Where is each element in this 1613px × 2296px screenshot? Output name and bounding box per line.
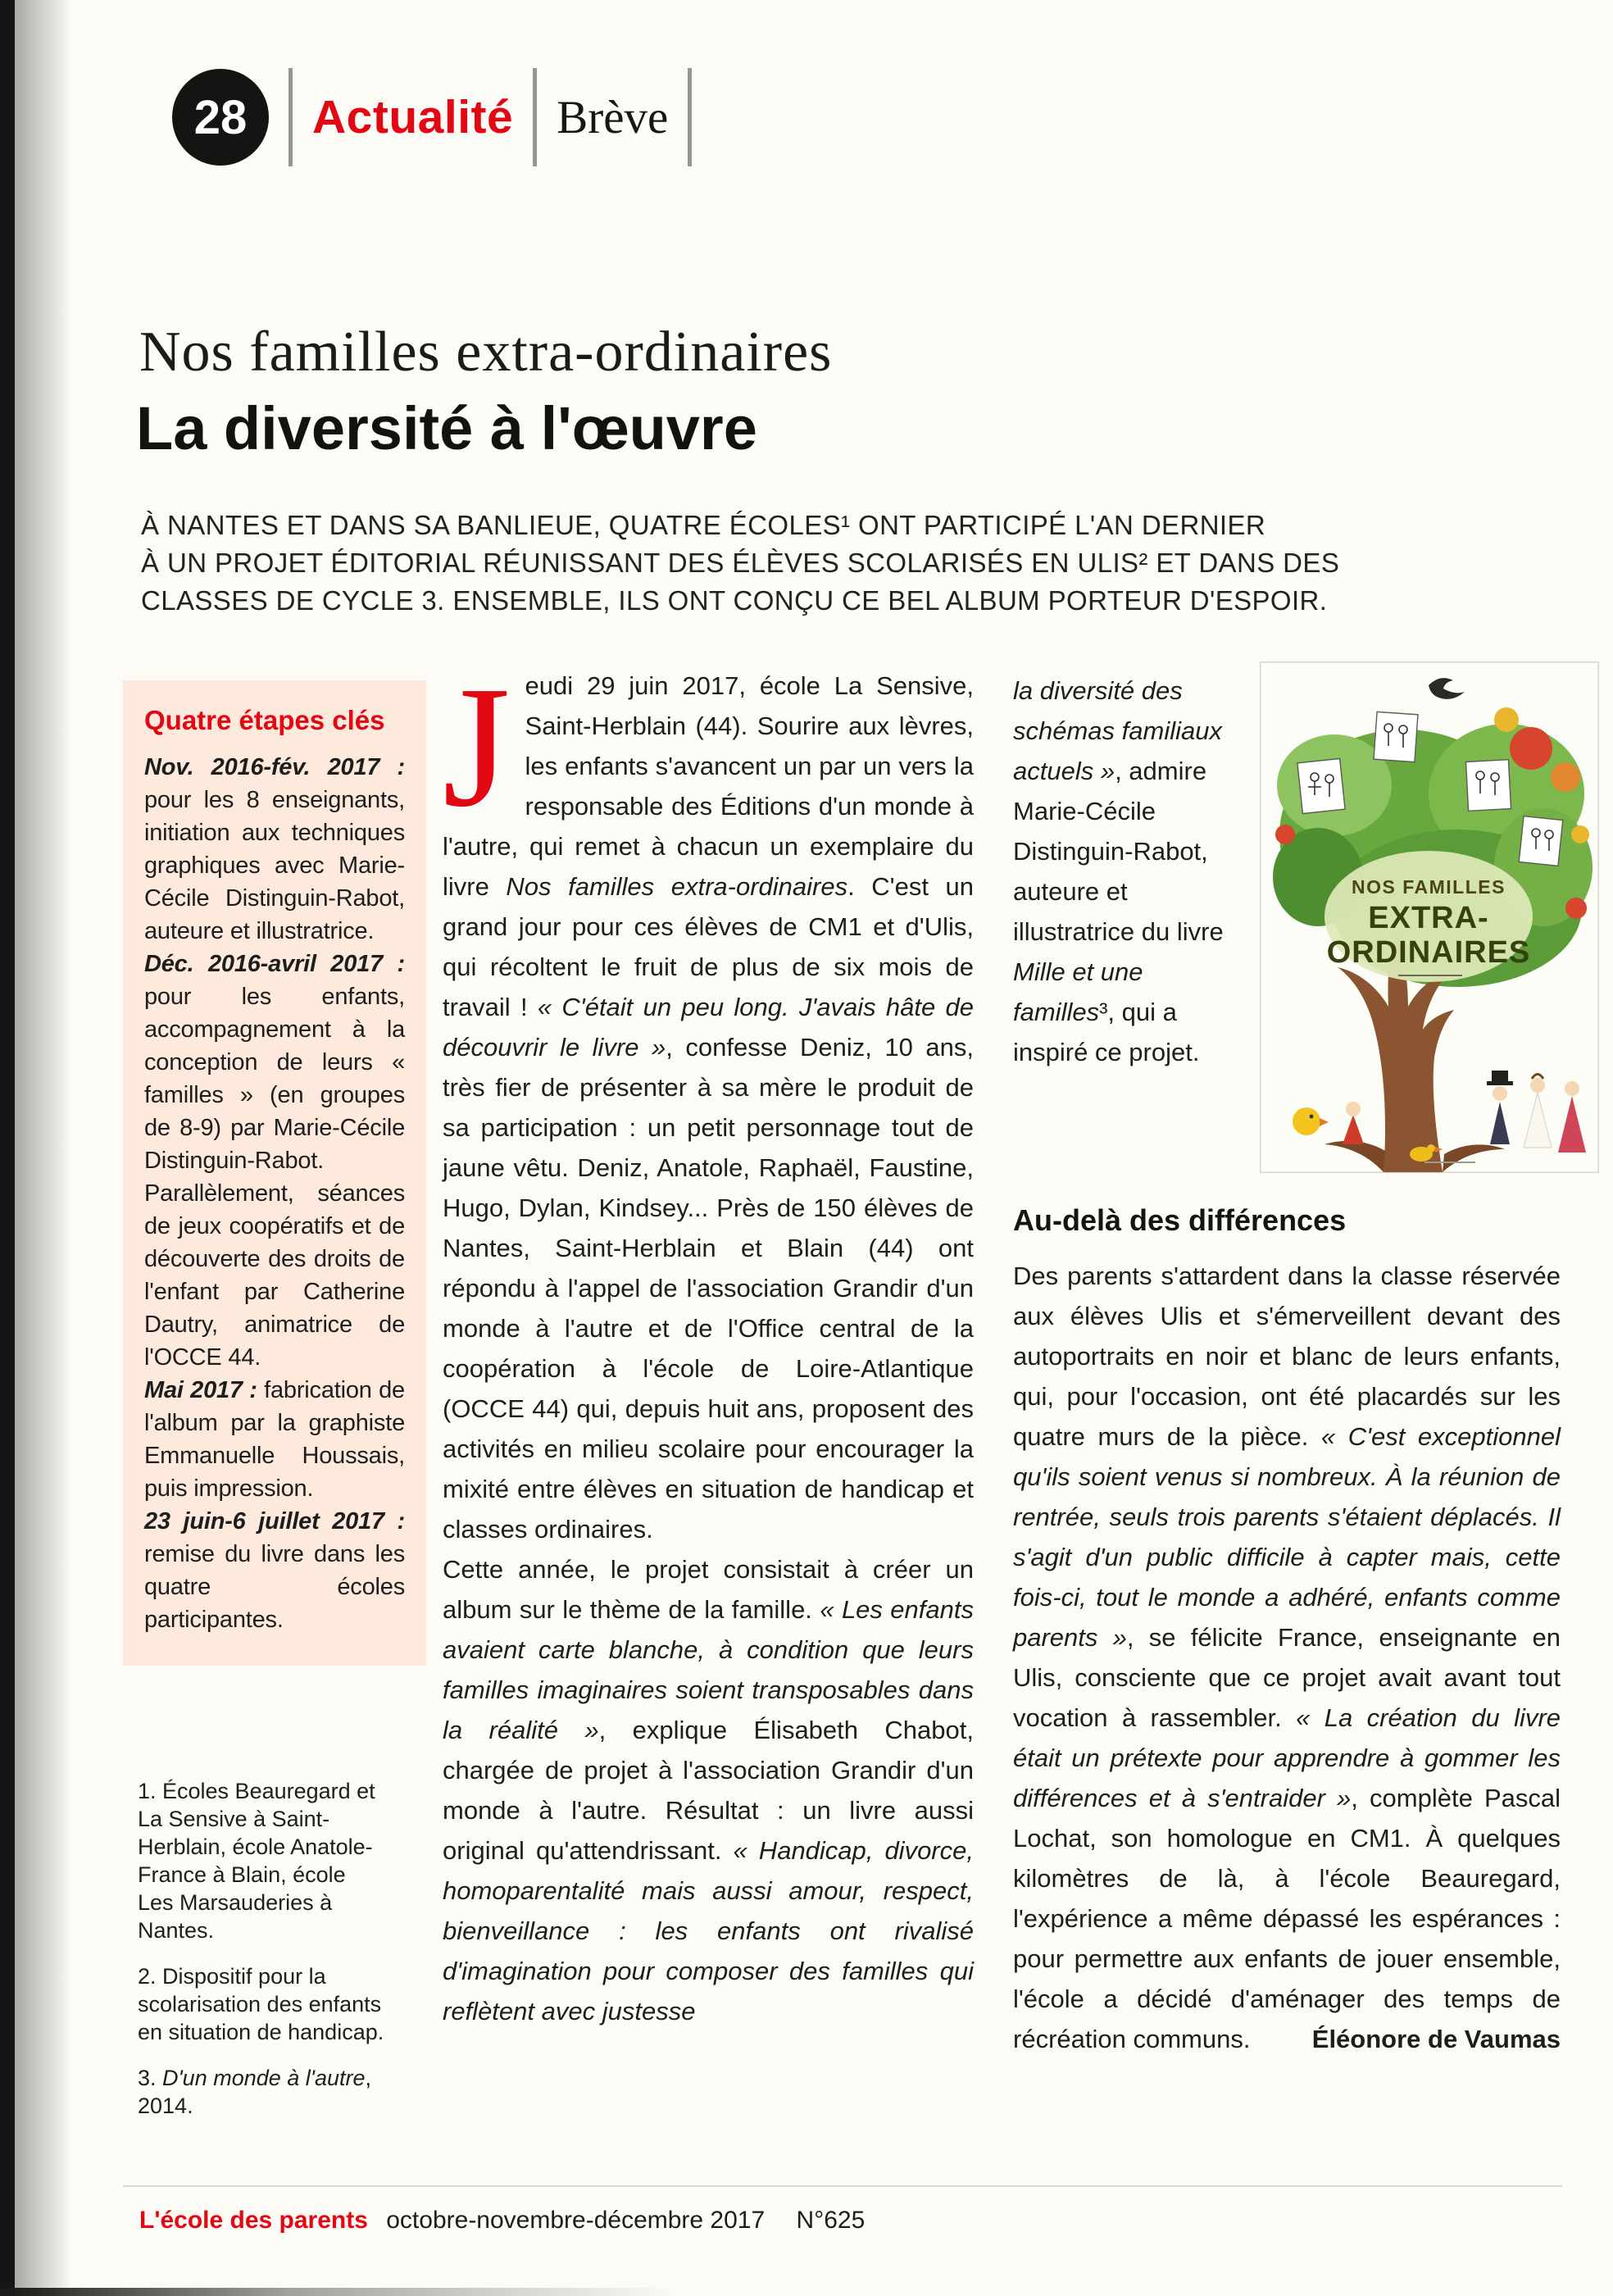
book-title-line1: NOS FAMILLES (1352, 876, 1506, 898)
issue-number: N°625 (796, 2207, 866, 2234)
section-heading: Au-delà des différences (1013, 1203, 1347, 1237)
header-divider (688, 68, 692, 166)
footnote: 1. Écoles Beauregard et La Sensive à Saint-Herblain, école Anatole-France à Blain, école Les Marsauderies à Nantes. (138, 1779, 375, 1943)
subsection-label: Brève (557, 91, 669, 143)
book-title-line3: ORDINAIRES (1326, 935, 1531, 970)
article-paragraph (443, 1549, 974, 2031)
drop-cap: J (443, 650, 511, 843)
article-column-left (443, 650, 975, 2031)
article-paragraph (1013, 1256, 1561, 2059)
issue-date: octobre-novembre-décembre 2017 (386, 2207, 766, 2234)
paragraph-text: la diversité des schémas familiaux actuels », admire Marie-Cécile Distinguin-Rabot, auteure et illustratrice du livre Mille et une familles³, qui a inspiré ce projet. (1013, 676, 1224, 1066)
article-standfirst (141, 507, 1562, 620)
page-header (172, 67, 711, 167)
footnote: 2. Dispositif pour la scolarisation des enfants en situation de handicap. (138, 1964, 384, 2044)
key-step-entry (144, 751, 405, 948)
key-step-text: pour les 8 enseignants, initiation aux techniques graphiques avec Marie-Cécile Distinguin-Rabot, auteure et illustratrice. (144, 787, 405, 944)
key-steps-box (123, 680, 426, 1666)
key-step-date: Mai 2017 : (144, 1377, 257, 1403)
paragraph-text: Des parents s'attardent dans la classe réservée aux élèves Ulis et s'émerveillent devant des autoportraits en noir et blanc de leurs enfants, qui, pour l'occasion, ont été placardés sur les quatre murs de la pièce. « C'est exceptionnel qu'ils soient venus si nombreux. À la réunion de rentrée, seuls trois parents s'étaient déplacés. Il s'agit d'un public difficile à capter mais, cette fois-ci, tout le monde a adhéré, enfants comme parents », se félicite France, enseignante en Ulis, consciente que ce projet avait avant tout vocation à rassembler. « La création du livre était un prétexte pour apprendre à gommer les différences et à s'entraider », complète Pascal Lochat, son homologue en CM1. À quelques kilomètres de là, à l'école Beauregard, l'expérience a même dépassé les espérances : pour permettre aux enfants de jouer ensemble, l'école a décidé d'aménager des temps de récréation communs. (1013, 1262, 1561, 2053)
byline: Éléonore de Vaumas (1311, 2025, 1561, 2053)
footnotes (138, 1777, 385, 2138)
section-label: Actualité (312, 91, 514, 143)
standfirst-line: À UN PROJET ÉDITORIAL RÉUNISSANT DES ÉLÈVES SCOLARISÉS EN ULIS² ET DANS DES (141, 548, 1340, 578)
paragraph-text: Cette année, le projet consistait à créer un album sur le thème de la famille. « Les enfants avaient carte blanche, à condition que leurs familles imaginaires soient transposables dans la réalité », explique Élisabeth Chabot, chargée de projet à l'association Grandir d'un monde à l'autre. Résultat : un livre aussi original qu'attendrissant. « Handicap, divorce, homoparentalité mais aussi amour, respect, bienveillance : les enfants ont rivalisé d'imagination pour composer des familles qui reflètent avec justesse (443, 1555, 975, 2025)
article-kicker: Nos familles extra-ordinaires (139, 321, 833, 384)
scan-edge-shadow (15, 0, 72, 2296)
key-step-date: Déc. 2016-avril 2017 : (144, 951, 405, 977)
key-step-entry (144, 1505, 405, 1636)
book-cover (1261, 662, 1598, 1172)
article-title: La diversité à l'œuvre (136, 394, 757, 462)
header-divider (533, 68, 537, 166)
article-paragraph (1013, 671, 1236, 1072)
magazine-name: L'école des parents (139, 2207, 368, 2234)
standfirst-line: CLASSES DE CYCLE 3. ENSEMBLE, ILS ONT CONÇU CE BEL ALBUM PORTEUR D'ESPOIR. (141, 585, 1328, 616)
footnote: 3. D'un monde à l'autre, 2014. (138, 2066, 372, 2118)
key-step-entry (144, 1374, 405, 1505)
scan-edge-bottom (0, 2288, 968, 2296)
key-step-text: remise du livre dans les quatre écoles participantes. (144, 1541, 405, 1633)
article-paragraph (443, 650, 975, 1549)
key-step-text: fabrication de l'album par la graphiste Emmanuelle Houssais, puis impression. (144, 1377, 405, 1502)
key-step-date: Nov. 2016-fév. 2017 : (144, 754, 405, 780)
page-footer (139, 2207, 865, 2235)
article-column-right-main (1013, 1256, 1561, 2059)
key-step-entry (144, 948, 405, 1374)
key-step-date: 23 juin-6 juillet 2017 : (144, 1508, 405, 1534)
scan-edge-left (0, 0, 15, 2296)
footer-rule (123, 2185, 1562, 2187)
paragraph-text: eudi 29 juin 2017, école La Sensive, Saint-Herblain (44). Sourire aux lèvres, les enfants s'avancent un par un vers la responsable des Éditions d'un monde à l'autre, qui remet à chacun un exemplaire du livre Nos familles extra-ordinaires. C'est un grand jour pour ces élèves de CM1 et d'Ulis, qui récoltent le fruit de plus de six mois de travail ! « C'était un peu long. J'avais hâte de découvrir le livre », confesse Deniz, 10 ans, très fier de présenter à sa mère le produit de sa participation : un petit personnage tout de jaune vêtu. Deniz, Anatole, Raphaël, Faustine, Hugo, Dylan, Kindsey... Près de 150 élèves de Nantes, Saint-Herblain et Blain (44) ont répondu à l'appel de l'association Grandir d'un monde à l'autre et de l'Office central de la coopération à l'école de Loire-Atlantique (OCCE 44) qui, depuis huit ans, proposent des activités en milieu scolaire pour encourager la mixité entre élèves en situation de handicap et classes ordinaires. (443, 671, 975, 1544)
book-title-line2: EXTRA- (1368, 901, 1489, 935)
book-cover-illustration (1261, 662, 1598, 1172)
page-number-badge: 28 (172, 69, 269, 166)
header-divider (289, 68, 293, 166)
key-step-text: pour les enfants, accompagnement à la conception de leurs « familles » (en groupes de 8-9) par Marie-Cécile Distinguin-Rabot. Parallèlement, séances de jeux coopératifs et de découverte des droits de l'enfant par Catherine Dautry, animatrice de l'OCCE 44. (144, 984, 405, 1371)
standfirst-line: À NANTES ET DANS SA BANLIEUE, QUATRE ÉCOLES¹ ONT PARTICIPÉ L'AN DERNIER (141, 510, 1266, 540)
key-steps-title: Quatre étapes clés (144, 705, 385, 735)
article-column-right-top (1013, 671, 1236, 1072)
